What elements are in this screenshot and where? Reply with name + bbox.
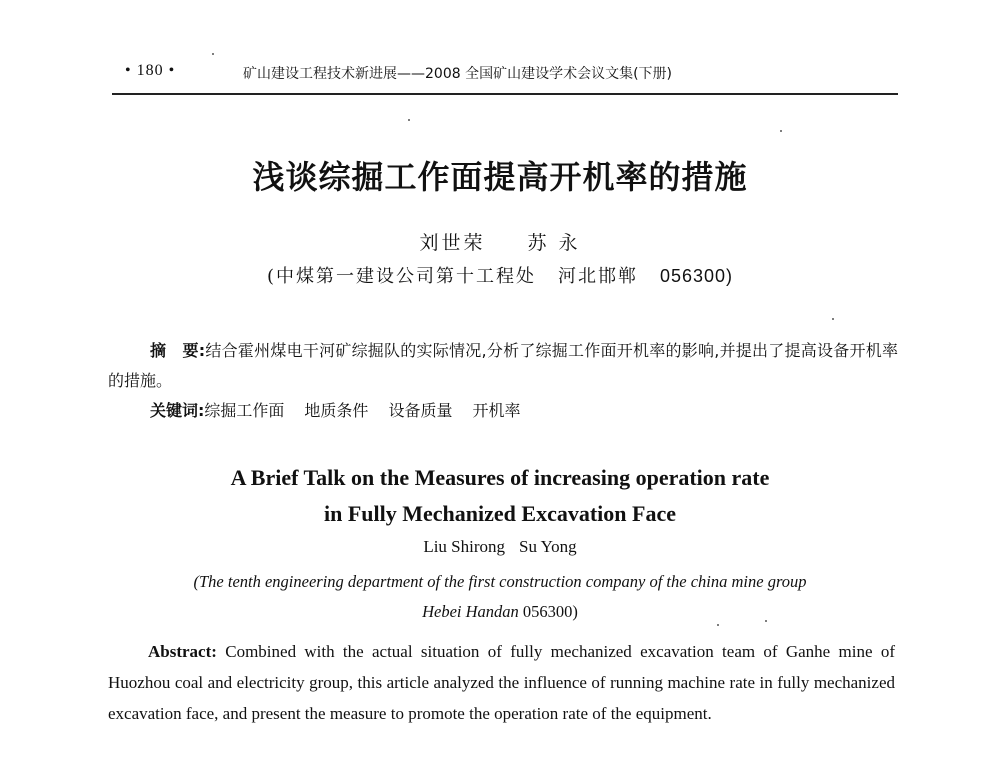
scan-speck: [408, 119, 410, 121]
header-rule: [112, 93, 898, 95]
chinese-keywords: [150, 398, 540, 421]
chinese-affiliation-code: 056300): [659, 266, 734, 286]
chinese-author-2: 苏 永: [527, 232, 581, 254]
keyword: 开机率: [472, 401, 521, 420]
english-affiliation-code: 056300): [522, 602, 578, 621]
chinese-affiliation-place: 河北邯郸: [557, 266, 638, 287]
keyword: 综掘工作面: [204, 401, 285, 420]
running-header: [125, 62, 895, 84]
chinese-abstract: [108, 336, 898, 396]
chinese-title: 浅谈综掘工作面提高开机率的措施: [252, 158, 748, 196]
english-title-line-1: A Brief Talk on the Measures of increasing operation rate: [230, 465, 770, 490]
english-title-line-2: in Fully Mechanized Excavation Face: [324, 501, 676, 526]
english-title: [0, 460, 1000, 532]
scan-speck: [780, 130, 782, 132]
english-abstract: [108, 636, 895, 729]
scan-speck: [832, 318, 834, 320]
english-abstract-text: Combined with the actual situation of fully mechanized excavation team of Ganhe mine of Huozhou coal and electricity group, this article analyzed the influence of running machine rate in fully mechanized excavation face, and present the measure to promote the operation rate of the equipment.: [108, 642, 896, 723]
chinese-author-1: 刘世荣: [419, 232, 486, 254]
keyword: 地质条件: [304, 401, 369, 420]
scan-speck: [765, 620, 767, 622]
english-author-1: Liu Shirong: [423, 537, 506, 556]
journal-name: 矿山建设工程技术新进展——2008 全国矿山建设学术会议文集(下册): [243, 66, 673, 82]
keyword: 设备质量: [388, 401, 453, 420]
chinese-authors: [0, 228, 1000, 255]
page-number: • 180 •: [125, 62, 176, 79]
english-affiliation-line-2: [0, 597, 1000, 627]
scan-speck: [717, 624, 719, 626]
chinese-abstract-text: 结合霍州煤电干河矿综掘队的实际情况,分析了综掘工作面开机率的影响,并提出了提高设备开机率的措施。: [108, 341, 898, 390]
chinese-keywords-label: 关键词:: [150, 401, 205, 420]
chinese-affiliation: [0, 262, 1000, 288]
english-abstract-label: Abstract:: [148, 642, 217, 661]
chinese-affiliation-org: (中煤第一建设公司第十工程处: [266, 266, 536, 287]
english-affiliation-line-1: (The tenth engineering department of the first construction company of the china mine group: [193, 572, 807, 591]
scan-speck: [212, 53, 214, 55]
english-affiliation-place: Hebei Handan: [422, 602, 519, 621]
english-author-2: Su Yong: [519, 537, 577, 556]
english-authors: [0, 537, 1000, 557]
english-affiliation: [0, 567, 1000, 627]
chinese-abstract-label: 摘 要:: [150, 341, 206, 360]
